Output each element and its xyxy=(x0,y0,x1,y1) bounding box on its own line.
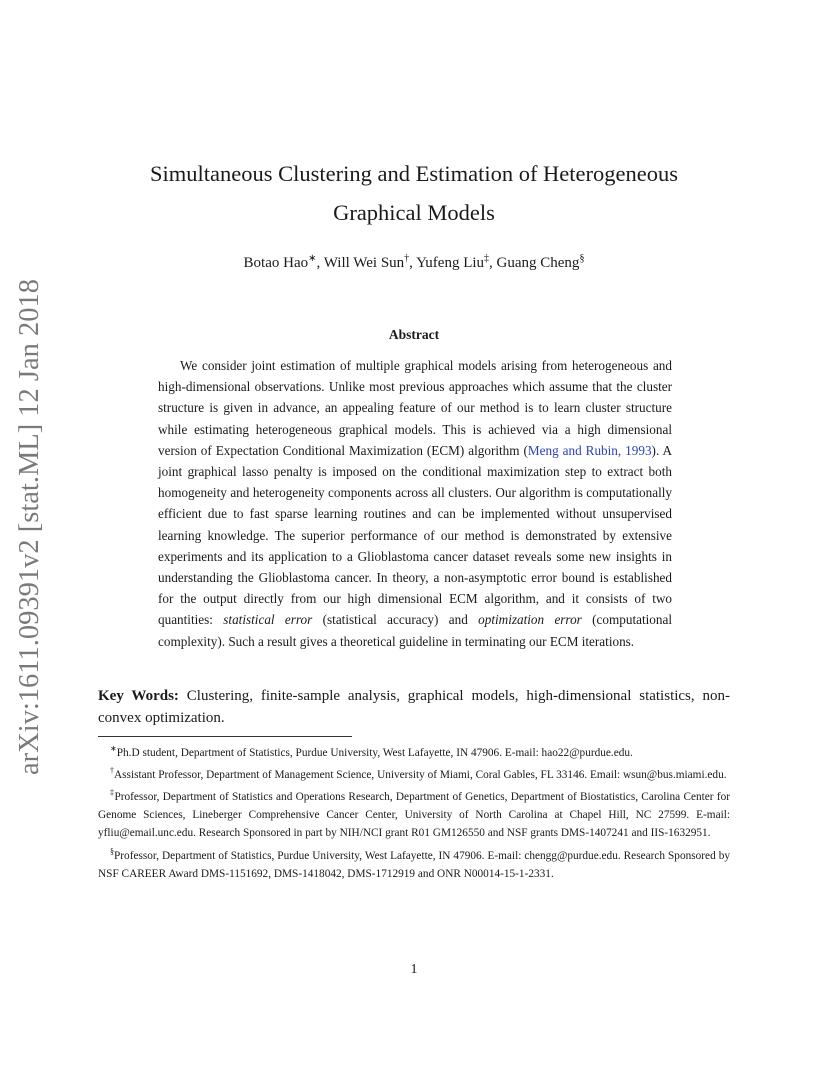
footnote-mark: ∗ xyxy=(110,744,117,753)
key-words-label: Key Words: xyxy=(98,688,179,704)
title-line-2: Graphical Models xyxy=(333,200,495,225)
author-footnote-mark[interactable]: ∗ xyxy=(308,253,317,264)
author-footnote-mark[interactable]: † xyxy=(404,253,410,264)
citation-year[interactable]: 1993 xyxy=(625,442,652,458)
footnote-text: Professor, Department of Statistics, Purdue University, West Lafayette, IN 47906. E-mail: chengg@purdue.edu. Research Sponsored by NSF CAREER Award DMS-1151692, DMS-1418042, DMS-1712919 and ONR N00014-15-1-2331. xyxy=(98,849,730,880)
footnote-item xyxy=(98,740,730,762)
author-list: Botao Hao∗, Will Wei Sun†, Yufeng Liu‡, Guang Cheng§ xyxy=(243,253,585,271)
abstract-body xyxy=(158,355,672,652)
footnote-mark: ‡ xyxy=(110,788,115,798)
footnote-item xyxy=(98,784,730,843)
key-words-text: Clustering, finite-sample analysis, graphical models, high-dimensional statistics, non-convex optimization. xyxy=(98,688,730,726)
footnote-text: Professor, Department of Statistics and Operations Research, Department of Genetics, Department of Biostatistics, Carolina Center for Genome Sciences, Lineberger Comprehensive Cancer Center, University of North Carolina at Chapel Hill, NC 27599. E-mail: yfliu@email.unc.edu. Research Sponsored in part by NIH/NCI grant R01 GM126550 and NSF grants DMS-1407241 and IIS-1632951. xyxy=(98,790,730,840)
abstract-text: ). A joint graphical lasso penalty is imposed on the conditional maximization step to extract both homogeneity and heterogeneity components across all clusters. Our algorithm is computationally efficient due to fast sparse learning routines and can be implemented without unsupervised learning knowledge. The superior performance of our method is demonstrated by extensive experiments and its application to a Glioblastoma cancer dataset reveals some new insights in understanding the Glioblastoma cancer. In theory, a non-asymptotic error bound is established for the output directly from our high dimensional ECM algorithm, and it consists of two quantities: xyxy=(158,442,673,628)
abstract-text: (statistical accuracy) and xyxy=(312,612,479,628)
footnote-mark: † xyxy=(110,766,114,776)
footnotes xyxy=(98,740,730,883)
abstract-text: We consider joint estimation of multiple graphical models arising from heterogeneous and high-dimensional observations. Unlike most previous approaches which assume that the cluster structure is given in advance, an appealing feature of our method is to learn cluster structure while estimating heterogeneous graphical models. This is achieved via a high dimensional version of Expectation Conditional Maximization (ECM) algorithm ( xyxy=(158,358,672,458)
footnote-text: Assistant Professor, Department of Management Science, University of Miami, Coral Gables, FL 33146. Email: wsun@bus.miami.edu. xyxy=(114,768,727,781)
footnote-item xyxy=(98,762,730,784)
footnote-mark: § xyxy=(110,846,114,856)
author-footnote-mark[interactable]: ‡ xyxy=(484,253,490,264)
emphasis-term: optimization error xyxy=(478,612,582,628)
author-name: Yufeng Liu xyxy=(416,255,485,271)
emphasis-term: statistical error xyxy=(223,612,313,628)
page-number: 1 xyxy=(410,962,418,977)
abstract-heading: Abstract xyxy=(388,327,440,342)
author-footnote-mark[interactable]: § xyxy=(579,253,585,264)
key-words xyxy=(98,685,730,729)
author-name: Botao Hao xyxy=(243,255,309,271)
author-name: Will Wei Sun xyxy=(323,255,405,271)
author-name: Guang Cheng xyxy=(496,255,580,271)
footnote-divider xyxy=(98,736,352,737)
arxiv-identifier-stamp: arXiv:1611.09391v2 [stat.ML] 12 Jan 2018 xyxy=(14,278,45,775)
citation-separator: , xyxy=(617,442,626,458)
paper-title xyxy=(98,154,730,232)
title-line-1: Simultaneous Clustering and Estimation of Heterogeneous xyxy=(149,161,679,186)
footnote-item xyxy=(98,843,730,883)
citation-authors[interactable]: Meng and Rubin xyxy=(527,442,618,458)
footnote-text: Ph.D student, Department of Statistics, Purdue University, West Lafayette, IN 47906. E-mail: hao22@purdue.edu. xyxy=(116,746,633,759)
abstract-text: (computational complexity). Such a result gives a theoretical guideline in terminating our ECM iterations. xyxy=(158,612,672,649)
citation-link[interactable] xyxy=(528,443,652,458)
